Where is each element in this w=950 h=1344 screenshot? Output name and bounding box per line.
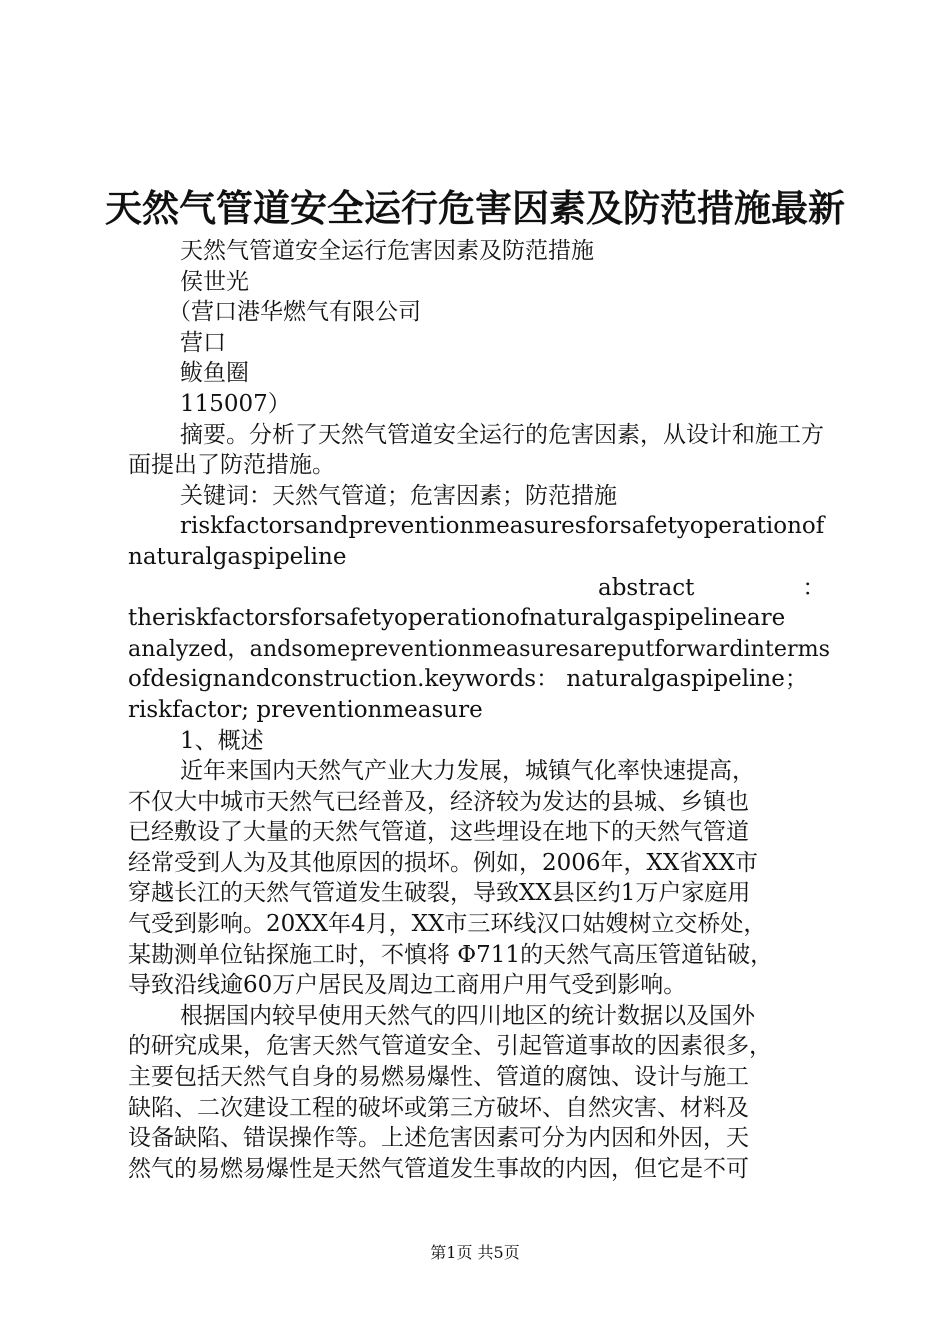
- section-heading: 1、概述: [180, 727, 264, 754]
- abstract-en-header: [128, 573, 830, 604]
- paragraph-line: 导致沿线逾60万户居民及周边工商用户用气受到影响。: [128, 972, 687, 999]
- abstract-en-colon: ：: [802, 574, 826, 601]
- abstract-en-label: abstract: [598, 574, 695, 601]
- paragraph-line: 根据国内较早使用天然气的四川地区的统计数据以及国外: [180, 1002, 755, 1029]
- paragraph-line: 然气的易燃易爆性是天然气管道发生事故的内因，但它是不可: [128, 1155, 749, 1182]
- paragraph-line: 近年来国内天然气产业大力发展，城镇气化率快速提高，: [180, 758, 755, 785]
- paragraph-line: 主要包括天然气自身的易燃易爆性、管道的腐蚀、设计与施工: [128, 1064, 749, 1091]
- paragraph-line: 的研究成果，危害天然气管道安全、引起管道事故的因素很多，: [128, 1033, 772, 1060]
- abstract-en-line: ofdesignandconstruction.keywords： naturalgaspipeline；: [128, 666, 808, 693]
- document-title: 天然气管道安全运行危害因素及防范措施最新: [105, 187, 845, 230]
- keywords-cn: 关键词：天然气管道；危害因素；防范措施: [180, 482, 617, 509]
- article-subtitle: 天然气管道安全运行危害因素及防范措施: [180, 238, 594, 264]
- paragraph-line: 穿越长江的天然气管道发生破裂，导致XX县区约1万户家庭用: [128, 880, 751, 907]
- abstract-cn: 摘要。分析了天然气管道安全运行的危害因素，从设计和施工方面提出了防范措施。: [128, 421, 824, 479]
- paragraph-line: 不仅大中城市天然气已经普及，经济较为发达的县城、乡镇也: [128, 788, 749, 815]
- english-title: riskfactorsandpreventionmeasuresforsafetyoperationofnaturalgaspipeline: [128, 513, 825, 570]
- document-body: [128, 236, 830, 1184]
- paragraph-line: 设备缺陷、错误操作等。上述危害因素可分为内因和外因，天: [128, 1125, 749, 1152]
- paragraph-line: 已经敷设了大量的天然气管道，这些埋设在地下的天然气管道: [128, 819, 749, 846]
- abstract-en-line: riskfactor; preventionmeasure: [128, 696, 483, 723]
- paragraph-line: 气受到影响。20XX年4月，XX市三环线汉口姑嫂树立交桥处，: [128, 911, 767, 938]
- affiliation-city: 营口: [180, 329, 226, 356]
- abstract-en-line: theriskfactorsforsafetyoperationofnaturalgaspipelineare: [128, 605, 786, 632]
- paragraph-line: 某勘测单位钻探施工时，不慎将 Φ711的天然气高压管道钻破，: [128, 941, 774, 968]
- affiliation-line: （营口港华燃气有限公司: [168, 299, 421, 326]
- affiliation-district: 鲅鱼圈: [180, 360, 249, 387]
- abstract-en-line: analyzed，andsomepreventionmeasuresareputforwardinterms: [128, 635, 831, 662]
- affiliation-postcode: 115007）: [180, 390, 291, 417]
- paragraph-line: 经常受到人为及其他原因的损坏。例如，2006年，XX省XX市: [128, 849, 759, 876]
- paragraph-line: 缺陷、二次建设工程的破坏或第三方破坏、自然灾害、材料及: [128, 1094, 749, 1121]
- author-name: 侯世光: [180, 268, 249, 295]
- page-footer: 第1页 共5页: [430, 1243, 520, 1262]
